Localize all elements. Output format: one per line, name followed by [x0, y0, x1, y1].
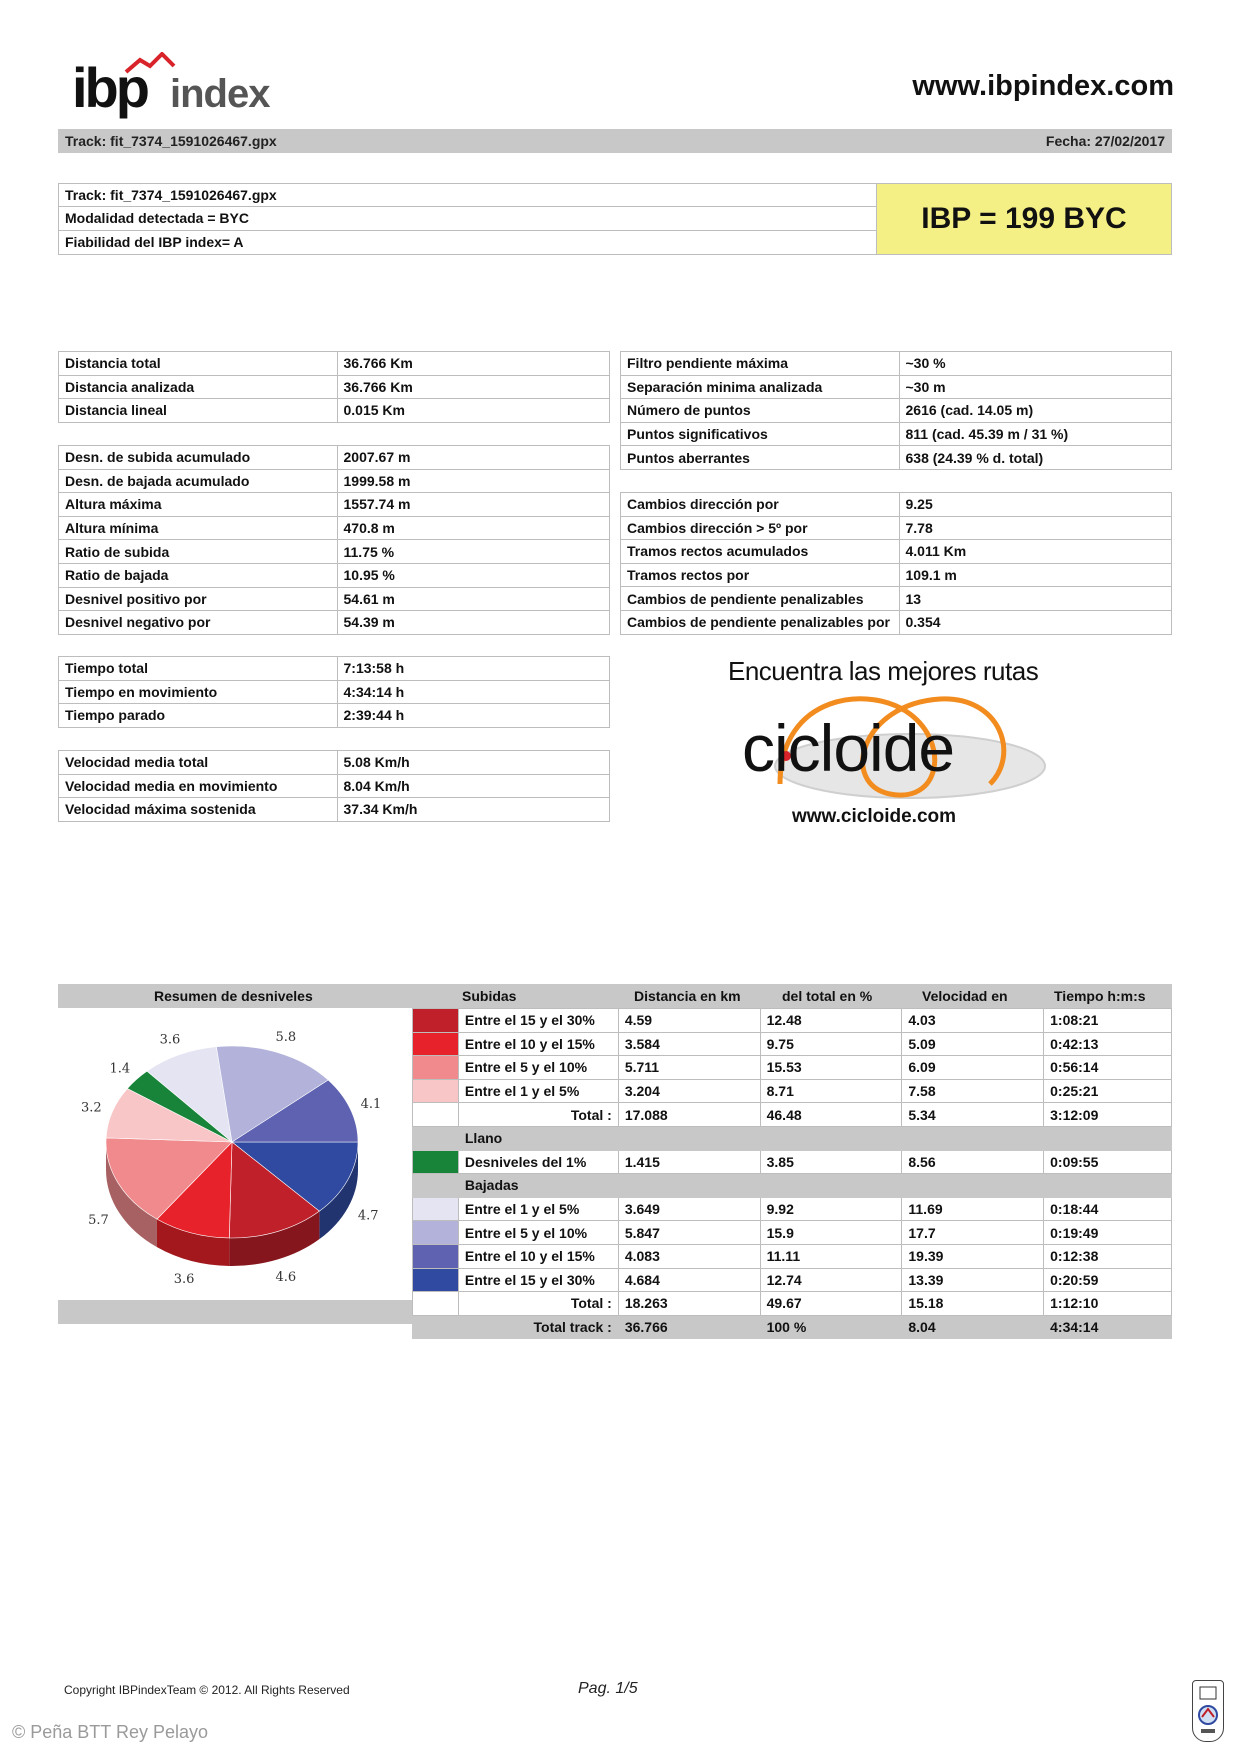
ibp-score: IBP = 199 BYC [877, 184, 1171, 254]
summary-vel: 8.56 [902, 1150, 1044, 1174]
stats-row [621, 563, 1172, 587]
summary-pct: 9.92 [760, 1197, 902, 1221]
summary-pct: 9.75 [760, 1032, 902, 1056]
section-pad [413, 1126, 459, 1150]
stat-value: 1557.74 m [337, 493, 610, 517]
stat-value: ~30 % [899, 352, 1172, 376]
stats-row [621, 399, 1172, 423]
summary-time: 1:08:21 [1044, 1009, 1172, 1033]
stat-label: Velocidad máxima sostenida [59, 798, 338, 822]
summary-label: Entre el 5 y el 10% [458, 1056, 618, 1080]
stat-label: Separación minima analizada [621, 375, 900, 399]
empty-swatch [413, 1103, 459, 1127]
stat-value: 37.34 Km/h [337, 798, 610, 822]
stats-row [59, 704, 610, 728]
section-row [413, 1174, 1172, 1198]
summary-pct: 15.53 [760, 1056, 902, 1080]
color-swatch [413, 1056, 459, 1080]
summary-km: 4.684 [618, 1268, 760, 1292]
summary-time: 0:20:59 [1044, 1268, 1172, 1292]
stat-label: Altura máxima [59, 493, 338, 517]
col-header-velocidad: Velocidad en [922, 988, 1008, 1004]
summary-km: 4.59 [618, 1009, 760, 1033]
summary-time: 0:18:44 [1044, 1197, 1172, 1221]
track-total-vel: 8.04 [902, 1315, 1044, 1339]
summary-km: 5.711 [618, 1056, 760, 1080]
summary-label: Entre el 10 y el 15% [458, 1032, 618, 1056]
summary-header [58, 984, 1172, 1008]
cicloide-promo[interactable] [700, 650, 1080, 840]
stat-value: 10.95 % [337, 563, 610, 587]
summary-label: Entre el 15 y el 30% [458, 1009, 618, 1033]
logo-light-text: index [170, 72, 270, 116]
stat-label: Ratio de subida [59, 540, 338, 564]
summary-pct: 12.74 [760, 1268, 902, 1292]
stats-row [621, 610, 1172, 634]
summary-vel: 4.03 [902, 1009, 1044, 1033]
stat-label: Altura mínima [59, 516, 338, 540]
stat-value: 54.61 m [337, 587, 610, 611]
promo-slogan: Encuentra las mejores rutas [728, 656, 1039, 686]
summary-table [412, 1008, 1172, 1339]
stats-row [59, 798, 610, 822]
stat-label: Tramos rectos por [621, 563, 900, 587]
stats-row [59, 516, 610, 540]
stat-value: 811 (cad. 45.39 m / 31 %) [899, 422, 1172, 446]
total-pct: 46.48 [760, 1103, 902, 1127]
summary-pct: 8.71 [760, 1079, 902, 1103]
stat-label: Cambios dirección > 5º por [621, 516, 900, 540]
summary-pct: 15.9 [760, 1221, 902, 1245]
track-info-box [58, 183, 1172, 255]
color-swatch [413, 1009, 459, 1033]
info-modalidad: Modalidad detectada = BYC [59, 207, 877, 230]
summary-vel: 7.58 [902, 1079, 1044, 1103]
promo-url[interactable]: www.cicloide.com [792, 806, 957, 827]
total-time: 1:12:10 [1044, 1292, 1172, 1316]
stat-value: 36.766 Km [337, 352, 610, 376]
summary-row [413, 1197, 1172, 1221]
summary-label: Entre el 10 y el 15% [458, 1244, 618, 1268]
stats-table [58, 445, 610, 635]
summary-vel: 17.7 [902, 1221, 1044, 1245]
summary-label: Desniveles del 1% [458, 1150, 618, 1174]
stat-value: ~30 m [899, 375, 1172, 399]
stats-table [58, 656, 610, 728]
summary-label: Entre el 1 y el 5% [458, 1197, 618, 1221]
track-total-time: 4:34:14 [1044, 1315, 1172, 1339]
stat-value: 54.39 m [337, 611, 610, 635]
stats-row [621, 587, 1172, 611]
stat-value: 638 (24.39 % d. total) [899, 446, 1172, 470]
color-swatch [413, 1150, 459, 1174]
section-pad [413, 1174, 459, 1198]
summary-time: 0:25:21 [1044, 1079, 1172, 1103]
page-number: Pag. 1/5 [578, 1680, 638, 1697]
stat-label: Distancia lineal [59, 399, 338, 423]
stat-label: Ratio de bajada [59, 563, 338, 587]
stat-label: Filtro pendiente máxima [621, 352, 900, 376]
col-header-subidas: Subidas [462, 988, 517, 1004]
section-row [413, 1126, 1172, 1150]
summary-row [413, 1268, 1172, 1292]
summary-km: 3.204 [618, 1079, 760, 1103]
stats-row [59, 680, 610, 704]
stats-row [59, 540, 610, 564]
summary-pct: 12.48 [760, 1009, 902, 1033]
summary-time: 0:56:14 [1044, 1056, 1172, 1080]
summary-pct: 3.85 [760, 1150, 902, 1174]
stat-value: 4:34:14 h [337, 680, 610, 704]
color-swatch [413, 1244, 459, 1268]
summary-total-row [413, 1103, 1172, 1127]
summary-time: 0:12:38 [1044, 1244, 1172, 1268]
stat-value: 5.08 Km/h [337, 751, 610, 775]
stat-label: Distancia analizada [59, 375, 338, 399]
stats-row [621, 375, 1172, 399]
color-swatch [413, 1221, 459, 1245]
pie-slice-label: 5.7 [88, 1213, 109, 1229]
info-track: Track: fit_7374_1591026467.gpx [59, 184, 877, 207]
total-vel: 15.18 [902, 1292, 1044, 1316]
summary-label: Entre el 5 y el 10% [458, 1221, 618, 1245]
stats-row [621, 422, 1172, 446]
track-total-km: 36.766 [618, 1315, 760, 1339]
stats-row [621, 516, 1172, 540]
summary-km: 3.649 [618, 1197, 760, 1221]
summary-vel: 19.39 [902, 1244, 1044, 1268]
summary-row [413, 1221, 1172, 1245]
stats-row [621, 352, 1172, 376]
stat-label: Tramos rectos acumulados [621, 540, 900, 564]
pie-slice-label: 4.1 [360, 1096, 382, 1112]
stat-label: Número de puntos [621, 399, 900, 423]
stats-table [620, 351, 1172, 470]
summary-km: 1.415 [618, 1150, 760, 1174]
track-total-pct: 100 % [760, 1315, 902, 1339]
total-km: 18.263 [618, 1292, 760, 1316]
total-label: Total : [458, 1292, 618, 1316]
stats-row [59, 611, 610, 635]
pie-slice-label: 1.4 [109, 1061, 131, 1077]
stat-value: 470.8 m [337, 516, 610, 540]
stat-value: 7.78 [899, 516, 1172, 540]
stat-label: Distancia total [59, 352, 338, 376]
summary-vel: 11.69 [902, 1197, 1044, 1221]
stat-label: Desnivel positivo por [59, 587, 338, 611]
stat-label: Desn. de subida acumulado [59, 446, 338, 470]
col-header-tiempo: Tiempo h:m:s [1054, 988, 1146, 1004]
stat-label: Tiempo en movimiento [59, 680, 338, 704]
stat-value: 11.75 % [337, 540, 610, 564]
total-label: Total : [458, 1103, 618, 1127]
stat-value: 13 [899, 587, 1172, 611]
stat-value: 36.766 Km [337, 375, 610, 399]
summary-km: 5.847 [618, 1221, 760, 1245]
stat-label: Cambios de pendiente penalizables [621, 587, 900, 611]
info-fiabilidad: Fiabilidad del IBP index= A [59, 231, 877, 254]
pie-slice-label: 3.2 [81, 1100, 102, 1116]
stats-row [59, 751, 610, 775]
summary-label: Entre el 1 y el 5% [458, 1079, 618, 1103]
summary-km: 4.083 [618, 1244, 760, 1268]
total-vel: 5.34 [902, 1103, 1044, 1127]
color-swatch [413, 1197, 459, 1221]
club-emblem [1192, 1680, 1224, 1742]
summary-row [413, 1150, 1172, 1174]
summary-time: 0:42:13 [1044, 1032, 1172, 1056]
stat-label: Cambios de pendiente penalizables por [621, 610, 900, 634]
stats-row [59, 657, 610, 681]
pie-slice-label: 3.6 [159, 1032, 181, 1048]
stat-label: Velocidad media total [59, 751, 338, 775]
summary-row [413, 1079, 1172, 1103]
stats-row [59, 352, 610, 376]
color-swatch [413, 1268, 459, 1292]
copyright: Copyright IBPindexTeam © 2012. All Rights Reserved [64, 1683, 350, 1697]
stat-value: 2:39:44 h [337, 704, 610, 728]
stat-value: 4.011 Km [899, 540, 1172, 564]
summary-row [413, 1244, 1172, 1268]
stat-value: 2007.67 m [337, 446, 610, 470]
stat-label: Velocidad media en movimiento [59, 774, 338, 798]
pie-slice-label: 5.8 [275, 1029, 297, 1045]
stat-value: 7:13:58 h [337, 657, 610, 681]
stats-table [58, 750, 610, 822]
stat-value: 1999.58 m [337, 469, 610, 493]
track-bar [58, 129, 1172, 153]
stats-row [59, 469, 610, 493]
stat-label: Tiempo parado [59, 704, 338, 728]
stat-label: Tiempo total [59, 657, 338, 681]
color-swatch [413, 1032, 459, 1056]
total-time: 3:12:09 [1044, 1103, 1172, 1127]
total-pct: 49.67 [760, 1292, 902, 1316]
pie-slice-label: 4.6 [275, 1270, 297, 1286]
stats-table [620, 492, 1172, 635]
section-title: Bajadas [458, 1174, 1171, 1198]
stat-value: 109.1 m [899, 563, 1172, 587]
summary-label: Entre el 15 y el 30% [458, 1268, 618, 1292]
empty-swatch [413, 1292, 459, 1316]
summary-km: 3.584 [618, 1032, 760, 1056]
col-header-pct: del total en % [782, 988, 873, 1004]
track-total-band [58, 1300, 412, 1324]
stat-value: 0.015 Km [337, 399, 610, 423]
stats-row [59, 446, 610, 470]
stats-table [58, 351, 610, 423]
pie-slice-label: 4.7 [357, 1208, 379, 1224]
stat-label: Puntos aberrantes [621, 446, 900, 470]
total-km: 17.088 [618, 1103, 760, 1127]
summary-row [413, 1056, 1172, 1080]
summary-time: 0:19:49 [1044, 1221, 1172, 1245]
ibpindex-logo [72, 52, 302, 122]
stat-label: Cambios dirección por [621, 493, 900, 517]
website-url[interactable]: www.ibpindex.com [912, 70, 1174, 102]
track-bar-label: Track: fit_7374_1591026467.gpx [65, 133, 277, 149]
section-title: Llano [458, 1126, 1171, 1150]
summary-total-row [413, 1292, 1172, 1316]
pie-slice-label: 3.6 [173, 1271, 195, 1287]
stats-row [621, 493, 1172, 517]
date-label: Fecha: 27/02/2017 [1045, 133, 1165, 149]
promo-brand: cicloide [742, 711, 955, 785]
stats-row [59, 587, 610, 611]
summary-row [413, 1009, 1172, 1033]
summary-row [413, 1032, 1172, 1056]
stats-row [59, 375, 610, 399]
stat-value: 2616 (cad. 14.05 m) [899, 399, 1172, 423]
cyclist-emblem-icon [1193, 1681, 1223, 1741]
col-header-distancia: Distancia en km [634, 988, 741, 1004]
color-swatch [413, 1079, 459, 1103]
stats-row [621, 540, 1172, 564]
watermark: © Peña BTT Rey Pelayo [12, 1722, 209, 1742]
stat-value: 8.04 Km/h [337, 774, 610, 798]
stats-row [59, 493, 610, 517]
stat-label: Desnivel negativo por [59, 611, 338, 635]
stat-label: Puntos significativos [621, 422, 900, 446]
desniveles-pie-chart [58, 1014, 410, 1304]
track-total-label: Total track : [413, 1315, 619, 1339]
stats-row [59, 563, 610, 587]
logo-bold-text: ibp [72, 56, 147, 119]
summary-vel: 6.09 [902, 1056, 1044, 1080]
summary-vel: 13.39 [902, 1268, 1044, 1292]
chart-title: Resumen de desniveles [154, 988, 313, 1004]
stats-row [59, 399, 610, 423]
summary-pct: 11.11 [760, 1244, 902, 1268]
summary-vel: 5.09 [902, 1032, 1044, 1056]
stats-row [621, 446, 1172, 470]
summary-time: 0:09:55 [1044, 1150, 1172, 1174]
stat-label: Desn. de bajada acumulado [59, 469, 338, 493]
stat-value: 9.25 [899, 493, 1172, 517]
stat-value: 0.354 [899, 610, 1172, 634]
stats-row [59, 774, 610, 798]
track-total-row [413, 1315, 1172, 1339]
